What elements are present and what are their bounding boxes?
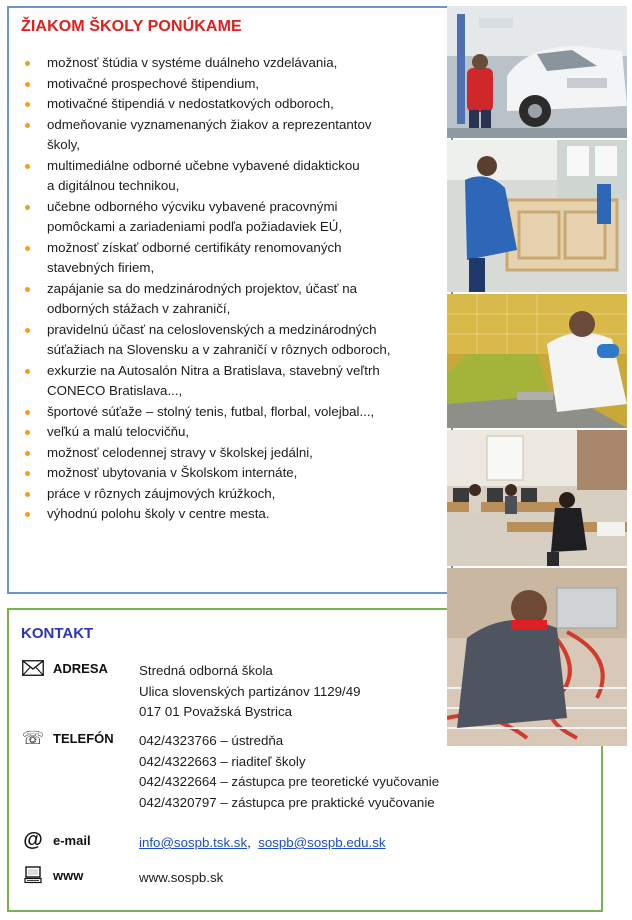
offer-text: možnosť ubytovania v Školskom internáte, — [47, 465, 298, 480]
web-url[interactable]: www.sospb.sk — [139, 870, 224, 885]
phone-line: 042/4323766 – ústredňa — [139, 733, 284, 748]
offer-text: CONECO Bratislava..., — [47, 383, 183, 398]
offers-section — [7, 6, 453, 594]
offer-item — [21, 443, 446, 464]
photo-woodwork-workshop — [447, 140, 627, 292]
web-value — [139, 868, 223, 889]
bullet-icon — [25, 164, 30, 169]
email-link-sospb[interactable]: sospb@sospb.edu.sk — [258, 835, 386, 850]
offer-item — [21, 402, 446, 423]
bullet-icon — [25, 430, 30, 435]
offer-item — [21, 74, 446, 95]
photo-floor-heating-installation — [447, 568, 627, 746]
offer-text: zapájanie sa do medzinárodných projektov, účasť na — [47, 280, 358, 296]
bullet-icon — [25, 205, 30, 210]
offer-item — [21, 156, 446, 197]
offer-text: pravidelnú účasť na celoslovenských a medzinárodných — [47, 321, 377, 337]
bullet-icon — [25, 246, 30, 251]
offers-list — [21, 53, 446, 525]
web-label: www — [53, 868, 84, 883]
phone-label: TELEFÓN — [53, 731, 114, 746]
address-label: ADRESA — [53, 661, 108, 676]
offer-text: motivačné štipendiá v nedostatkových odboroch, — [47, 96, 334, 111]
computer-icon — [21, 865, 45, 885]
email-value — [139, 833, 386, 854]
at-sign-icon: @ — [23, 829, 43, 851]
bullet-icon — [25, 410, 30, 415]
offer-text: športové súťaže – stolný tenis, futbal, florbal, volejbal..., — [47, 403, 375, 419]
bullet-icon — [25, 123, 30, 128]
offer-text: možnosť celodennej stravy v školskej jedálni, — [47, 444, 313, 460]
phone-line: 042/4320797 – zástupca pre praktické vyučovanie — [139, 794, 435, 810]
offer-text: a digitálnou technikou, — [47, 178, 180, 193]
offer-item — [21, 422, 446, 443]
offer-item — [21, 197, 446, 238]
offer-text: práce v rôznych záujmových krúžkoch, — [47, 485, 276, 501]
bullet-icon — [25, 512, 30, 517]
email-separator: , — [247, 835, 251, 850]
address-line: 017 01 Považská Bystrica — [139, 704, 292, 719]
bullet-icon — [25, 287, 30, 292]
offer-text: odmeňovanie vyznamenaných žiakov a reprezentantov — [47, 116, 372, 132]
bullet-icon — [25, 471, 30, 476]
offer-text: súťažiach na Slovensku a v zahraničí v rôznych odboroch, — [47, 342, 391, 357]
offer-text: stavebných firiem, — [47, 260, 155, 275]
email-link-info[interactable]: info@sospb.tsk.sk — [139, 835, 248, 850]
offer-text: výhodnú polohu školy v centre mesta. — [47, 506, 270, 521]
offer-item — [21, 361, 446, 402]
address-line: Stredná odborná škola — [139, 663, 273, 678]
offer-text: exkurzie na Autosalón Nitra a Bratislava, stavebný veľtrh — [47, 362, 380, 378]
offer-item — [21, 53, 446, 74]
bullet-icon — [25, 369, 30, 374]
bullet-icon — [25, 451, 30, 456]
offer-item — [21, 320, 446, 361]
phone-value — [139, 731, 439, 813]
phone-line: 042/4322664 – zástupca pre teoretické vyučovanie — [139, 774, 440, 789]
phone-line: 042/4322663 – riaditeľ školy — [139, 753, 306, 769]
offer-text: možnosť štúdia v systéme duálneho vzdelávania, — [47, 55, 338, 70]
bullet-icon — [25, 82, 30, 87]
offer-item — [21, 238, 446, 279]
address-value — [139, 661, 361, 723]
offer-item — [21, 484, 446, 505]
offer-item — [21, 115, 446, 156]
offer-item — [21, 504, 446, 525]
bullet-icon — [25, 492, 30, 497]
bullet-icon — [25, 102, 30, 107]
bullet-icon — [25, 61, 30, 66]
envelope-icon — [21, 658, 45, 678]
telephone-icon: ☏ — [21, 728, 45, 748]
offer-text: veľkú a malú telocvičňu, — [47, 424, 190, 439]
offer-text: multimediálne odborné učebne vybavené didaktickou — [47, 157, 360, 173]
contact-title: KONTAKT — [21, 625, 94, 642]
photo-car-repair — [447, 6, 627, 138]
offer-text: učebne odborného výcviku vybavené pracovnými — [47, 198, 338, 214]
offer-item — [21, 94, 446, 115]
photo-tiling-work — [447, 294, 627, 428]
offer-item — [21, 279, 446, 320]
offers-title: ŽIAKOM ŠKOLY PONÚKAME — [21, 18, 242, 35]
offer-text: motivačné prospechové štipendium, — [47, 75, 260, 91]
offer-text: pomôckami a zariadeniami podľa požiadaviek EÚ, — [47, 219, 343, 234]
offer-text: možnosť získať odborné certifikáty renomovaných — [47, 239, 342, 255]
bullet-icon — [25, 328, 30, 333]
photo-computer-classroom — [447, 430, 627, 566]
address-line: Ulica slovenských partizánov 1129/49 — [139, 683, 361, 699]
offer-text: školy, — [47, 137, 81, 152]
offer-item — [21, 463, 446, 484]
offer-text: odborných stážach v zahraničí, — [47, 301, 231, 316]
email-label: e-mail — [53, 833, 91, 848]
